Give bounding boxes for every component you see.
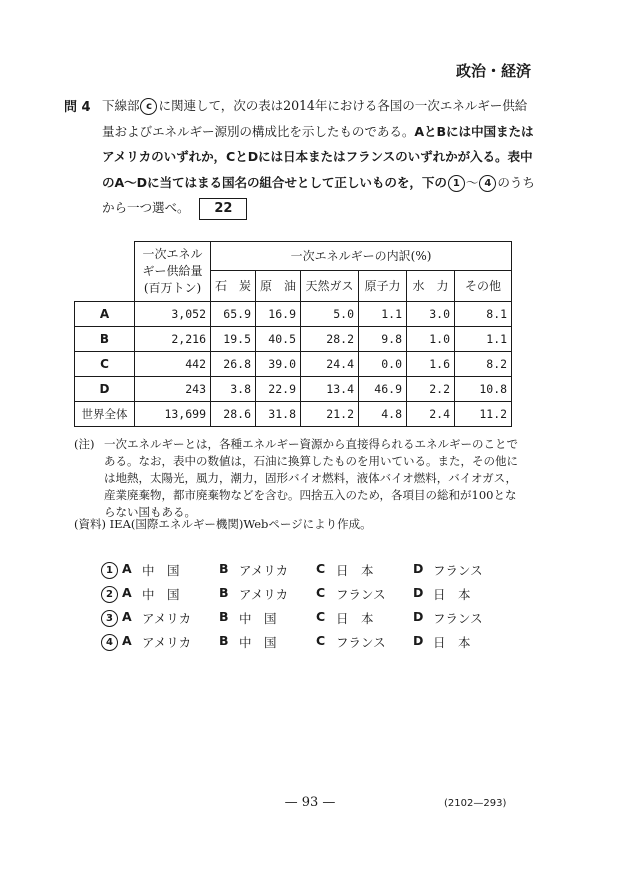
country: アメリカ <box>142 611 192 626</box>
source-line <box>74 516 372 532</box>
key-c: C <box>316 585 326 600</box>
country: 中 国 <box>239 635 277 650</box>
country: フランス <box>433 611 483 626</box>
choice-number: 4 <box>101 634 118 651</box>
cell: 8.1 <box>455 302 512 327</box>
row-label: D <box>75 377 135 402</box>
choice-list <box>100 558 510 654</box>
cell: 1.1 <box>455 327 512 352</box>
question-line2b: AとBには中国またはアメリカのいずれか，CとDには日本またはフランスのいずれかが入る。 <box>102 123 534 164</box>
question-line3b: のうちから一つ選べ。 <box>102 174 535 215</box>
question-line1: 下線部 <box>102 98 140 113</box>
country: 日 本 <box>433 587 471 602</box>
key-d: D <box>413 609 424 624</box>
breakdown-header: 一次エネルギーの内訳(%) <box>211 242 512 271</box>
country: フランス <box>336 587 386 602</box>
key-b: B <box>219 585 229 600</box>
question-text <box>102 93 537 221</box>
country: フランス <box>336 635 386 650</box>
cell: 26.8 <box>211 352 256 377</box>
source-text: IEA(国際エネルギー機関)Webページにより作成。 <box>109 517 372 531</box>
country: 日 本 <box>433 635 471 650</box>
key-c: C <box>316 561 326 576</box>
cell: 28.2 <box>301 327 359 352</box>
exam-code: (2102—293) <box>444 798 507 809</box>
row-label: A <box>75 302 135 327</box>
cell: 9.8 <box>359 327 407 352</box>
choice-option[interactable] <box>100 558 510 582</box>
note-block <box>74 436 524 521</box>
cell: 3.8 <box>211 377 256 402</box>
cell: 1.1 <box>359 302 407 327</box>
table-row <box>75 377 512 402</box>
underline-marker-c: c <box>140 98 157 115</box>
cell: 22.9 <box>256 377 301 402</box>
row-label: 世界全体 <box>75 402 135 427</box>
note-text: 一次エネルギーとは，各種エネルギー資源から直接得られるエネルギーのことである。なお，表中の数値は，石油に換算したものを用いている。また，その他には地熱，太陽光，風力，潮力，固形バイオ燃料，液体バイオ燃料，バイオガス，産業廃棄物，都市廃棄物などを含む。四捨五入のため，各項目の総和が100とならない国もある。 <box>104 437 518 519</box>
country: 日 本 <box>336 611 374 626</box>
key-a: A <box>122 633 132 648</box>
subject-title: 政治・経済 <box>455 62 531 80</box>
key-a: A <box>122 561 132 576</box>
col-header: 水 力 <box>407 271 455 302</box>
cell: 1.0 <box>407 327 455 352</box>
country: フランス <box>433 563 483 578</box>
key-b: B <box>219 609 229 624</box>
table-corner <box>75 242 135 302</box>
col-header: 石 炭 <box>211 271 256 302</box>
key-d: D <box>413 561 424 576</box>
cell: 243 <box>135 377 211 402</box>
cell: 13,699 <box>135 402 211 427</box>
question-line1b: に関連して，次の表は2014年における各国の一次エネルギー供給 <box>158 98 528 113</box>
cell: 19.5 <box>211 327 256 352</box>
key-c: C <box>316 633 326 648</box>
cell: 0.0 <box>359 352 407 377</box>
cell: 16.9 <box>256 302 301 327</box>
cell: 4.8 <box>359 402 407 427</box>
country: 中 国 <box>239 611 277 626</box>
key-a: A <box>122 585 132 600</box>
choice-option[interactable] <box>100 582 510 606</box>
energy-table <box>74 241 512 427</box>
table-row <box>75 327 512 352</box>
col-header: その他 <box>455 271 512 302</box>
cell: 442 <box>135 352 211 377</box>
country: 中 国 <box>142 563 180 578</box>
cell: 2.2 <box>407 377 455 402</box>
col-header: 原 油 <box>256 271 301 302</box>
answer-box[interactable]: 22 <box>199 198 247 220</box>
key-d: D <box>413 633 424 648</box>
cell: 2,216 <box>135 327 211 352</box>
col-header: 天然ガス <box>301 271 359 302</box>
cell: 3,052 <box>135 302 211 327</box>
supply-header: 一次エネルギー供給量(百万トン) <box>135 242 211 302</box>
choice-number: 2 <box>101 586 118 603</box>
choice-marker-1: 1 <box>448 175 465 192</box>
key-c: C <box>316 609 326 624</box>
source-label: (資料) <box>74 517 106 531</box>
cell: 40.5 <box>256 327 301 352</box>
choice-marker-4: 4 <box>479 175 496 192</box>
page-number: — 93 — <box>284 795 336 810</box>
table-row <box>75 402 512 427</box>
cell: 21.2 <box>301 402 359 427</box>
cell: 65.9 <box>211 302 256 327</box>
choice-option[interactable] <box>100 630 510 654</box>
cell: 5.0 <box>301 302 359 327</box>
cell: 46.9 <box>359 377 407 402</box>
cell: 39.0 <box>256 352 301 377</box>
cell: 10.8 <box>455 377 512 402</box>
country: アメリカ <box>142 635 192 650</box>
country: 中 国 <box>142 587 180 602</box>
choice-number: 3 <box>101 610 118 627</box>
key-a: A <box>122 609 132 624</box>
key-d: D <box>413 585 424 600</box>
table-row <box>75 352 512 377</box>
note-label: (注) <box>74 437 95 451</box>
cell: 3.0 <box>407 302 455 327</box>
choice-option[interactable] <box>100 606 510 630</box>
cell: 1.6 <box>407 352 455 377</box>
row-label: B <box>75 327 135 352</box>
cell: 11.2 <box>455 402 512 427</box>
key-b: B <box>219 633 229 648</box>
question-label: 問 4 <box>64 100 91 115</box>
choice-number: 1 <box>101 562 118 579</box>
cell: 28.6 <box>211 402 256 427</box>
row-label: C <box>75 352 135 377</box>
col-header: 原子力 <box>359 271 407 302</box>
question-line3: 表中のA～Dに当てはまる国名の組合せとして正しいものを，下の <box>102 149 533 190</box>
cell: 31.8 <box>256 402 301 427</box>
tilde: ～ <box>465 174 479 190</box>
country: アメリカ <box>239 587 289 602</box>
cell: 8.2 <box>455 352 512 377</box>
key-b: B <box>219 561 229 576</box>
country: 日 本 <box>336 563 374 578</box>
cell: 2.4 <box>407 402 455 427</box>
question-line2: 量およびエネルギー源別の構成比を示したものである。 <box>102 123 415 139</box>
country: アメリカ <box>239 563 289 578</box>
cell: 24.4 <box>301 352 359 377</box>
cell: 13.4 <box>301 377 359 402</box>
table-row <box>75 302 512 327</box>
